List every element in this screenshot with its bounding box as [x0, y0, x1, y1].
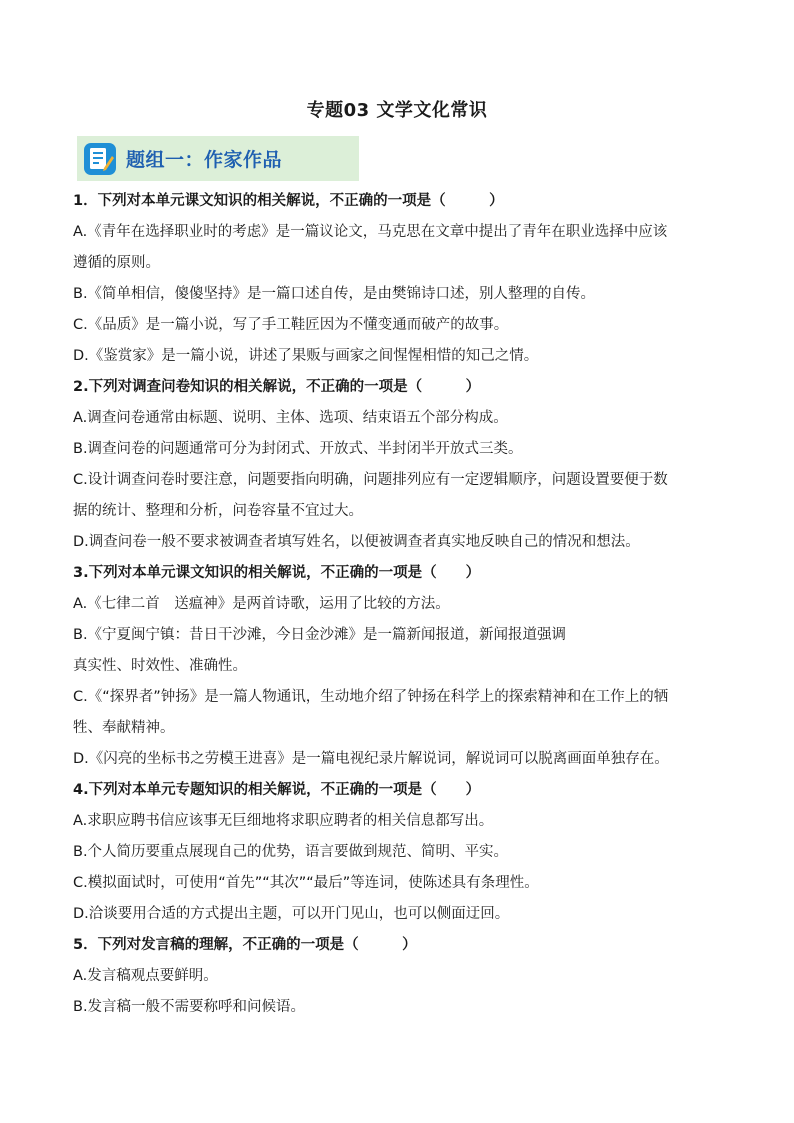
answer-option: B.个人简历要重点展现自己的优势，语言要做到规范、简明、平实。 [73, 844, 509, 860]
question-stem: 3.下列对本单元课文知识的相关解说，不正确的一项是（ ） [73, 565, 481, 581]
answer-option: C.设计调查问卷时要注意，问题要指向明确，问题排列应有一定逻辑顺序，问题设置要便于数 [73, 472, 668, 488]
question-block [73, 775, 723, 930]
answer-option: B.调查问卷的问题通常可分为封闭式、开放式、半封闭半开放式三类。 [73, 441, 523, 457]
answer-option-continuation: 真实性、时效性、准确性。 [73, 658, 247, 674]
answer-option: B.《简单相信，傻傻坚持》是一篇口述自传，是由樊锦诗口述，别人整理的自传。 [73, 286, 596, 302]
question-block [73, 372, 723, 558]
answer-option: B.《宁夏闽宁镇：昔日干沙滩，今日金沙滩》是一篇新闻报道，新闻报道强调 [73, 627, 567, 643]
answer-option: A.《七律二首 送瘟神》是两首诗歌，运用了比较的方法。 [73, 596, 450, 612]
section-banner [77, 136, 359, 181]
answer-option: C.模拟面试时，可使用“首先”“其次”“最后”等连词，使陈述具有条理性。 [73, 875, 539, 891]
answer-option-continuation: 遵循的原则。 [73, 255, 160, 271]
question-block [73, 186, 723, 372]
document-edit-icon [82, 141, 118, 177]
answer-option: A.调查问卷通常由标题、说明、主体、选项、结束语五个部分构成。 [73, 410, 508, 426]
answer-option: C.《“探界者”钟扬》是一篇人物通讯，生动地介绍了钟扬在科学上的探索精神和在工作上的牺 [73, 689, 669, 705]
answer-option: A.《青年在选择职业时的考虑》是一篇议论文，马克思在文章中提出了青年在职业选择中应该 [73, 224, 668, 240]
page-title: 专题03 文学文化常识 [306, 100, 488, 121]
section-heading: 题组一：作家作品 [126, 149, 283, 171]
question-stem: 2.下列对调查问卷知识的相关解说，不正确的一项是（ ） [73, 379, 481, 395]
answer-option-continuation: 牲、奉献精神。 [73, 720, 175, 736]
answer-option: A.求职应聘书信应该事无巨细地将求职应聘者的相关信息都写出。 [73, 813, 494, 829]
answer-option: D.《鉴赏家》是一篇小说，讲述了果贩与画家之间惺惺相惜的知己之情。 [73, 348, 539, 364]
answer-option: A.发言稿观点要鲜明。 [73, 968, 218, 984]
answer-option: D.《闪亮的坐标书之劳模王进喜》是一篇电视纪录片解说词，解说词可以脱离画面单独存在。 [73, 751, 669, 767]
answer-option: D.洽谈要用合适的方式提出主题，可以开门见山，也可以侧面迂回。 [73, 906, 510, 922]
question-block [73, 930, 723, 1023]
answer-option: B.发言稿一般不需要称呼和问候语。 [73, 999, 306, 1015]
question-stem: 5．下列对发言稿的理解，不正确的一项是（ ） [73, 937, 417, 953]
answer-option: D.调查问卷一般不要求被调查者填写姓名，以便被调查者真实地反映自己的情况和想法。 [73, 534, 640, 550]
question-stem: 4.下列对本单元专题知识的相关解说，不正确的一项是（ ） [73, 782, 481, 798]
question-stem: 1．下列对本单元课文知识的相关解说，不正确的一项是（ ） [73, 193, 504, 209]
answer-option: C.《品质》是一篇小说，写了手工鞋匠因为不懂变通而破产的故事。 [73, 317, 509, 333]
question-block [73, 558, 723, 775]
answer-option-continuation: 据的统计、整理和分析，问卷容量不宜过大。 [73, 503, 363, 519]
question-list [73, 186, 723, 1023]
